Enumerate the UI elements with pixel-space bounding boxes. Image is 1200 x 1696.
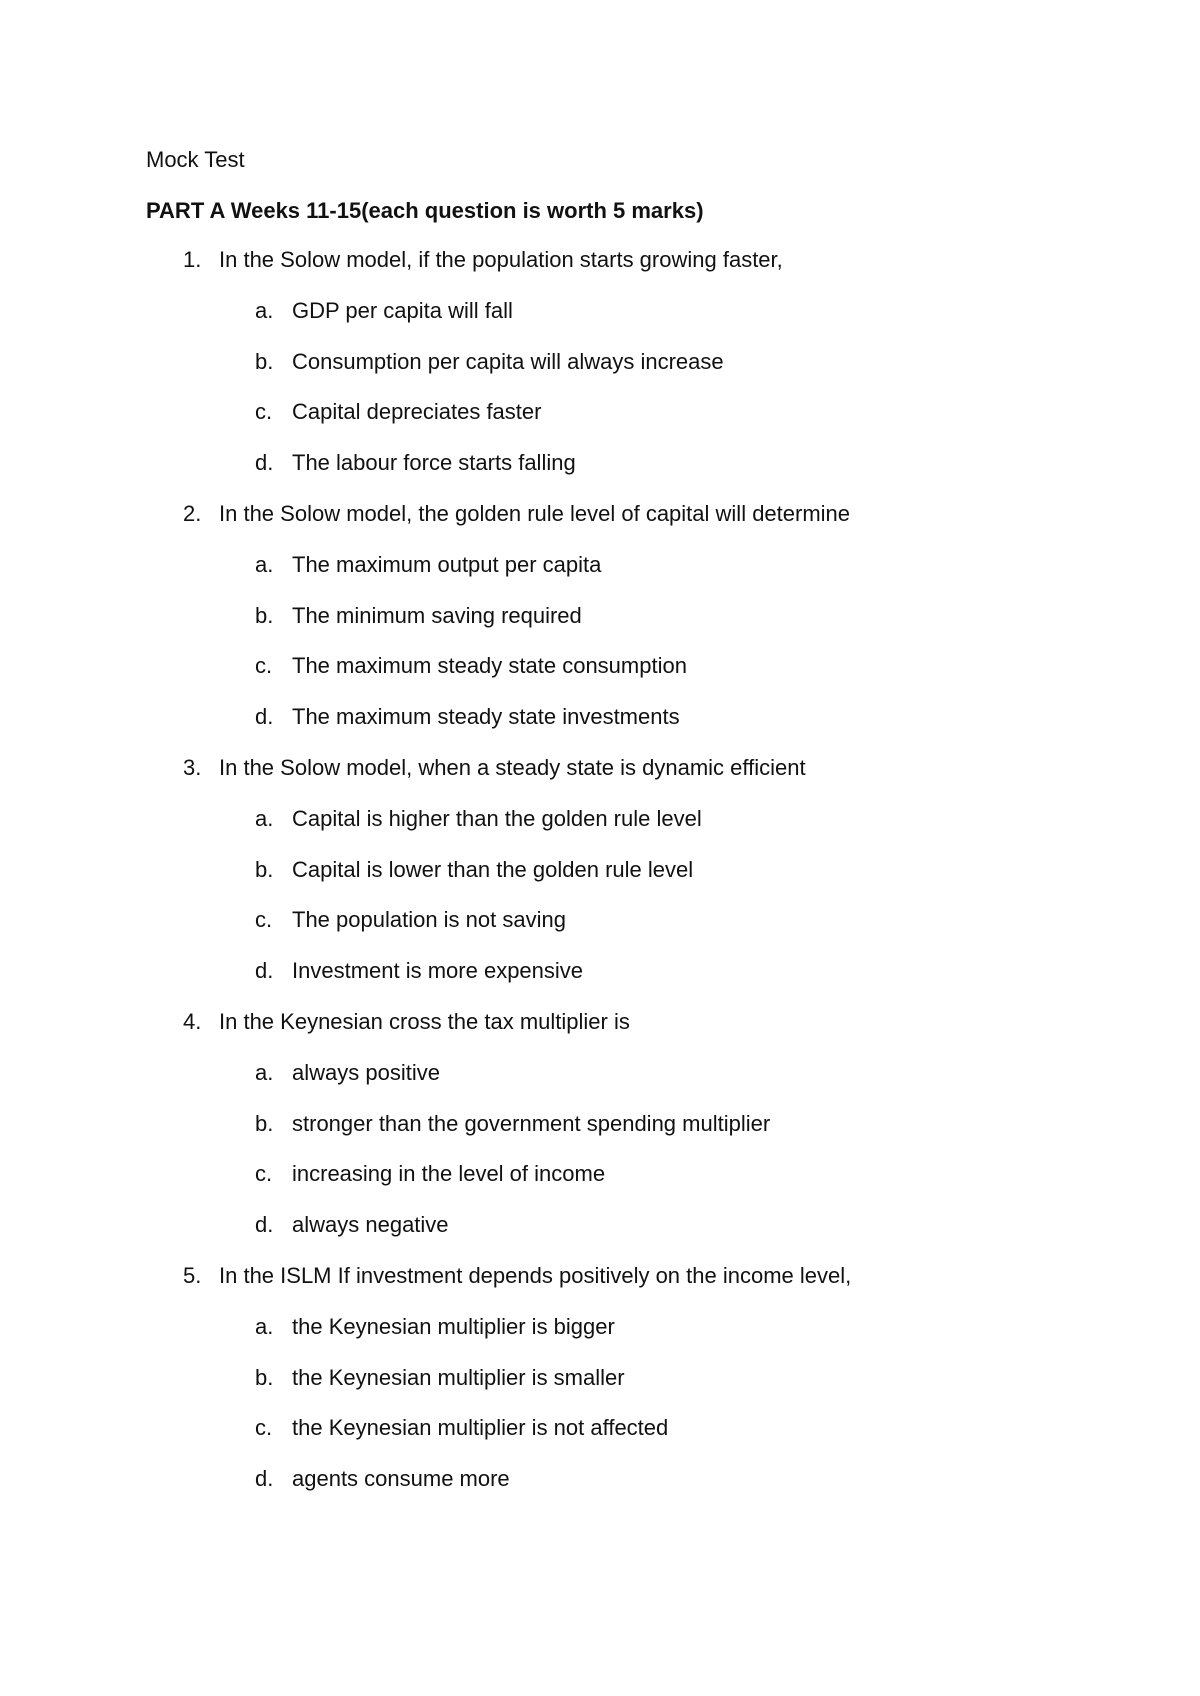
option-d <box>0 957 1200 985</box>
question-2 <box>0 500 1200 731</box>
option-a <box>0 297 1200 325</box>
option-b <box>0 602 1200 630</box>
option-c <box>0 1160 1200 1188</box>
option-text: The maximum steady state investments <box>292 704 680 730</box>
option-text: the Keynesian multiplier is bigger <box>292 1313 615 1339</box>
option-text: the Keynesian multiplier is not affected <box>292 1415 669 1441</box>
question-list <box>0 246 1200 1516</box>
question-5 <box>0 1262 1200 1493</box>
option-text: GDP per capita will fall <box>292 297 513 323</box>
option-list <box>0 551 1200 731</box>
option-text: increasing in the level of income <box>292 1161 606 1187</box>
question-text: In the ISLM If investment depends positively on the income level, <box>219 1262 852 1288</box>
option-a <box>0 1313 1200 1341</box>
option-c <box>0 398 1200 426</box>
question-stem <box>0 246 1200 274</box>
option-b <box>0 1110 1200 1138</box>
option-letter: d. <box>255 1466 274 1492</box>
question-4 <box>0 1008 1200 1239</box>
question-number: 5. <box>183 1262 202 1288</box>
question-3 <box>0 754 1200 985</box>
option-text: Investment is more expensive <box>292 958 584 984</box>
question-number: 3. <box>183 754 202 780</box>
document-title: Mock Test <box>146 147 245 172</box>
question-text: In the Keynesian cross the tax multiplier is <box>219 1008 630 1034</box>
option-list <box>0 1313 1200 1493</box>
option-text: The minimum saving required <box>292 602 582 628</box>
option-list <box>0 1059 1200 1239</box>
question-stem <box>0 1008 1200 1036</box>
option-letter: b. <box>255 602 274 628</box>
option-letter: a. <box>255 1313 274 1339</box>
part-heading: PART A Weeks 11-15(each question is worth 5 marks) <box>146 198 704 223</box>
option-letter: c. <box>255 907 273 933</box>
option-d <box>0 1211 1200 1239</box>
option-letter: a. <box>255 297 274 323</box>
option-d <box>0 449 1200 477</box>
question-number: 1. <box>183 247 202 272</box>
option-letter: d. <box>255 704 274 730</box>
option-text: the Keynesian multiplier is smaller <box>292 1364 625 1390</box>
option-b <box>0 348 1200 376</box>
question-stem <box>0 500 1200 528</box>
option-letter: b. <box>255 1364 274 1390</box>
option-text: Capital is lower than the golden rule level <box>292 856 694 882</box>
option-letter: b. <box>255 348 274 374</box>
option-text: Consumption per capita will always increase <box>292 348 724 374</box>
option-b <box>0 1364 1200 1392</box>
option-text: The labour force starts falling <box>292 450 576 476</box>
question-number: 2. <box>183 500 202 526</box>
option-letter: c. <box>255 653 273 679</box>
option-letter: d. <box>255 958 274 984</box>
option-text: The maximum steady state consumption <box>292 653 687 679</box>
option-a <box>0 1059 1200 1087</box>
question-text: In the Solow model, when a steady state is dynamic efficient <box>219 754 806 780</box>
option-letter: b. <box>255 856 274 882</box>
option-letter: a. <box>255 1059 274 1085</box>
option-letter: c. <box>255 1415 273 1441</box>
option-text: always positive <box>292 1059 440 1085</box>
question-number: 4. <box>183 1008 202 1034</box>
option-a <box>0 805 1200 833</box>
option-text: Capital is higher than the golden rule level <box>292 805 702 831</box>
option-text: stronger than the government spending multiplier <box>292 1110 771 1136</box>
option-c <box>0 1414 1200 1442</box>
option-c <box>0 906 1200 934</box>
question-1 <box>0 246 1200 477</box>
question-text: In the Solow model, if the population starts growing faster, <box>219 247 783 272</box>
question-stem <box>0 754 1200 782</box>
question-text: In the Solow model, the golden rule level of capital will determine <box>219 500 851 526</box>
option-text: Capital depreciates faster <box>292 399 542 425</box>
option-list <box>0 297 1200 477</box>
option-letter: c. <box>255 399 273 425</box>
option-text: The population is not saving <box>292 907 566 933</box>
option-letter: d. <box>255 1212 274 1238</box>
option-list <box>0 805 1200 985</box>
option-c <box>0 652 1200 680</box>
option-letter: c. <box>255 1161 273 1187</box>
option-text: The maximum output per capita <box>292 551 602 577</box>
option-d <box>0 1465 1200 1493</box>
option-text: always negative <box>292 1212 449 1238</box>
option-text: agents consume more <box>292 1466 510 1492</box>
option-letter: d. <box>255 450 274 476</box>
option-letter: a. <box>255 551 274 577</box>
option-b <box>0 856 1200 884</box>
option-d <box>0 703 1200 731</box>
option-letter: b. <box>255 1110 274 1136</box>
option-a <box>0 551 1200 579</box>
question-stem <box>0 1262 1200 1290</box>
option-letter: a. <box>255 805 274 831</box>
